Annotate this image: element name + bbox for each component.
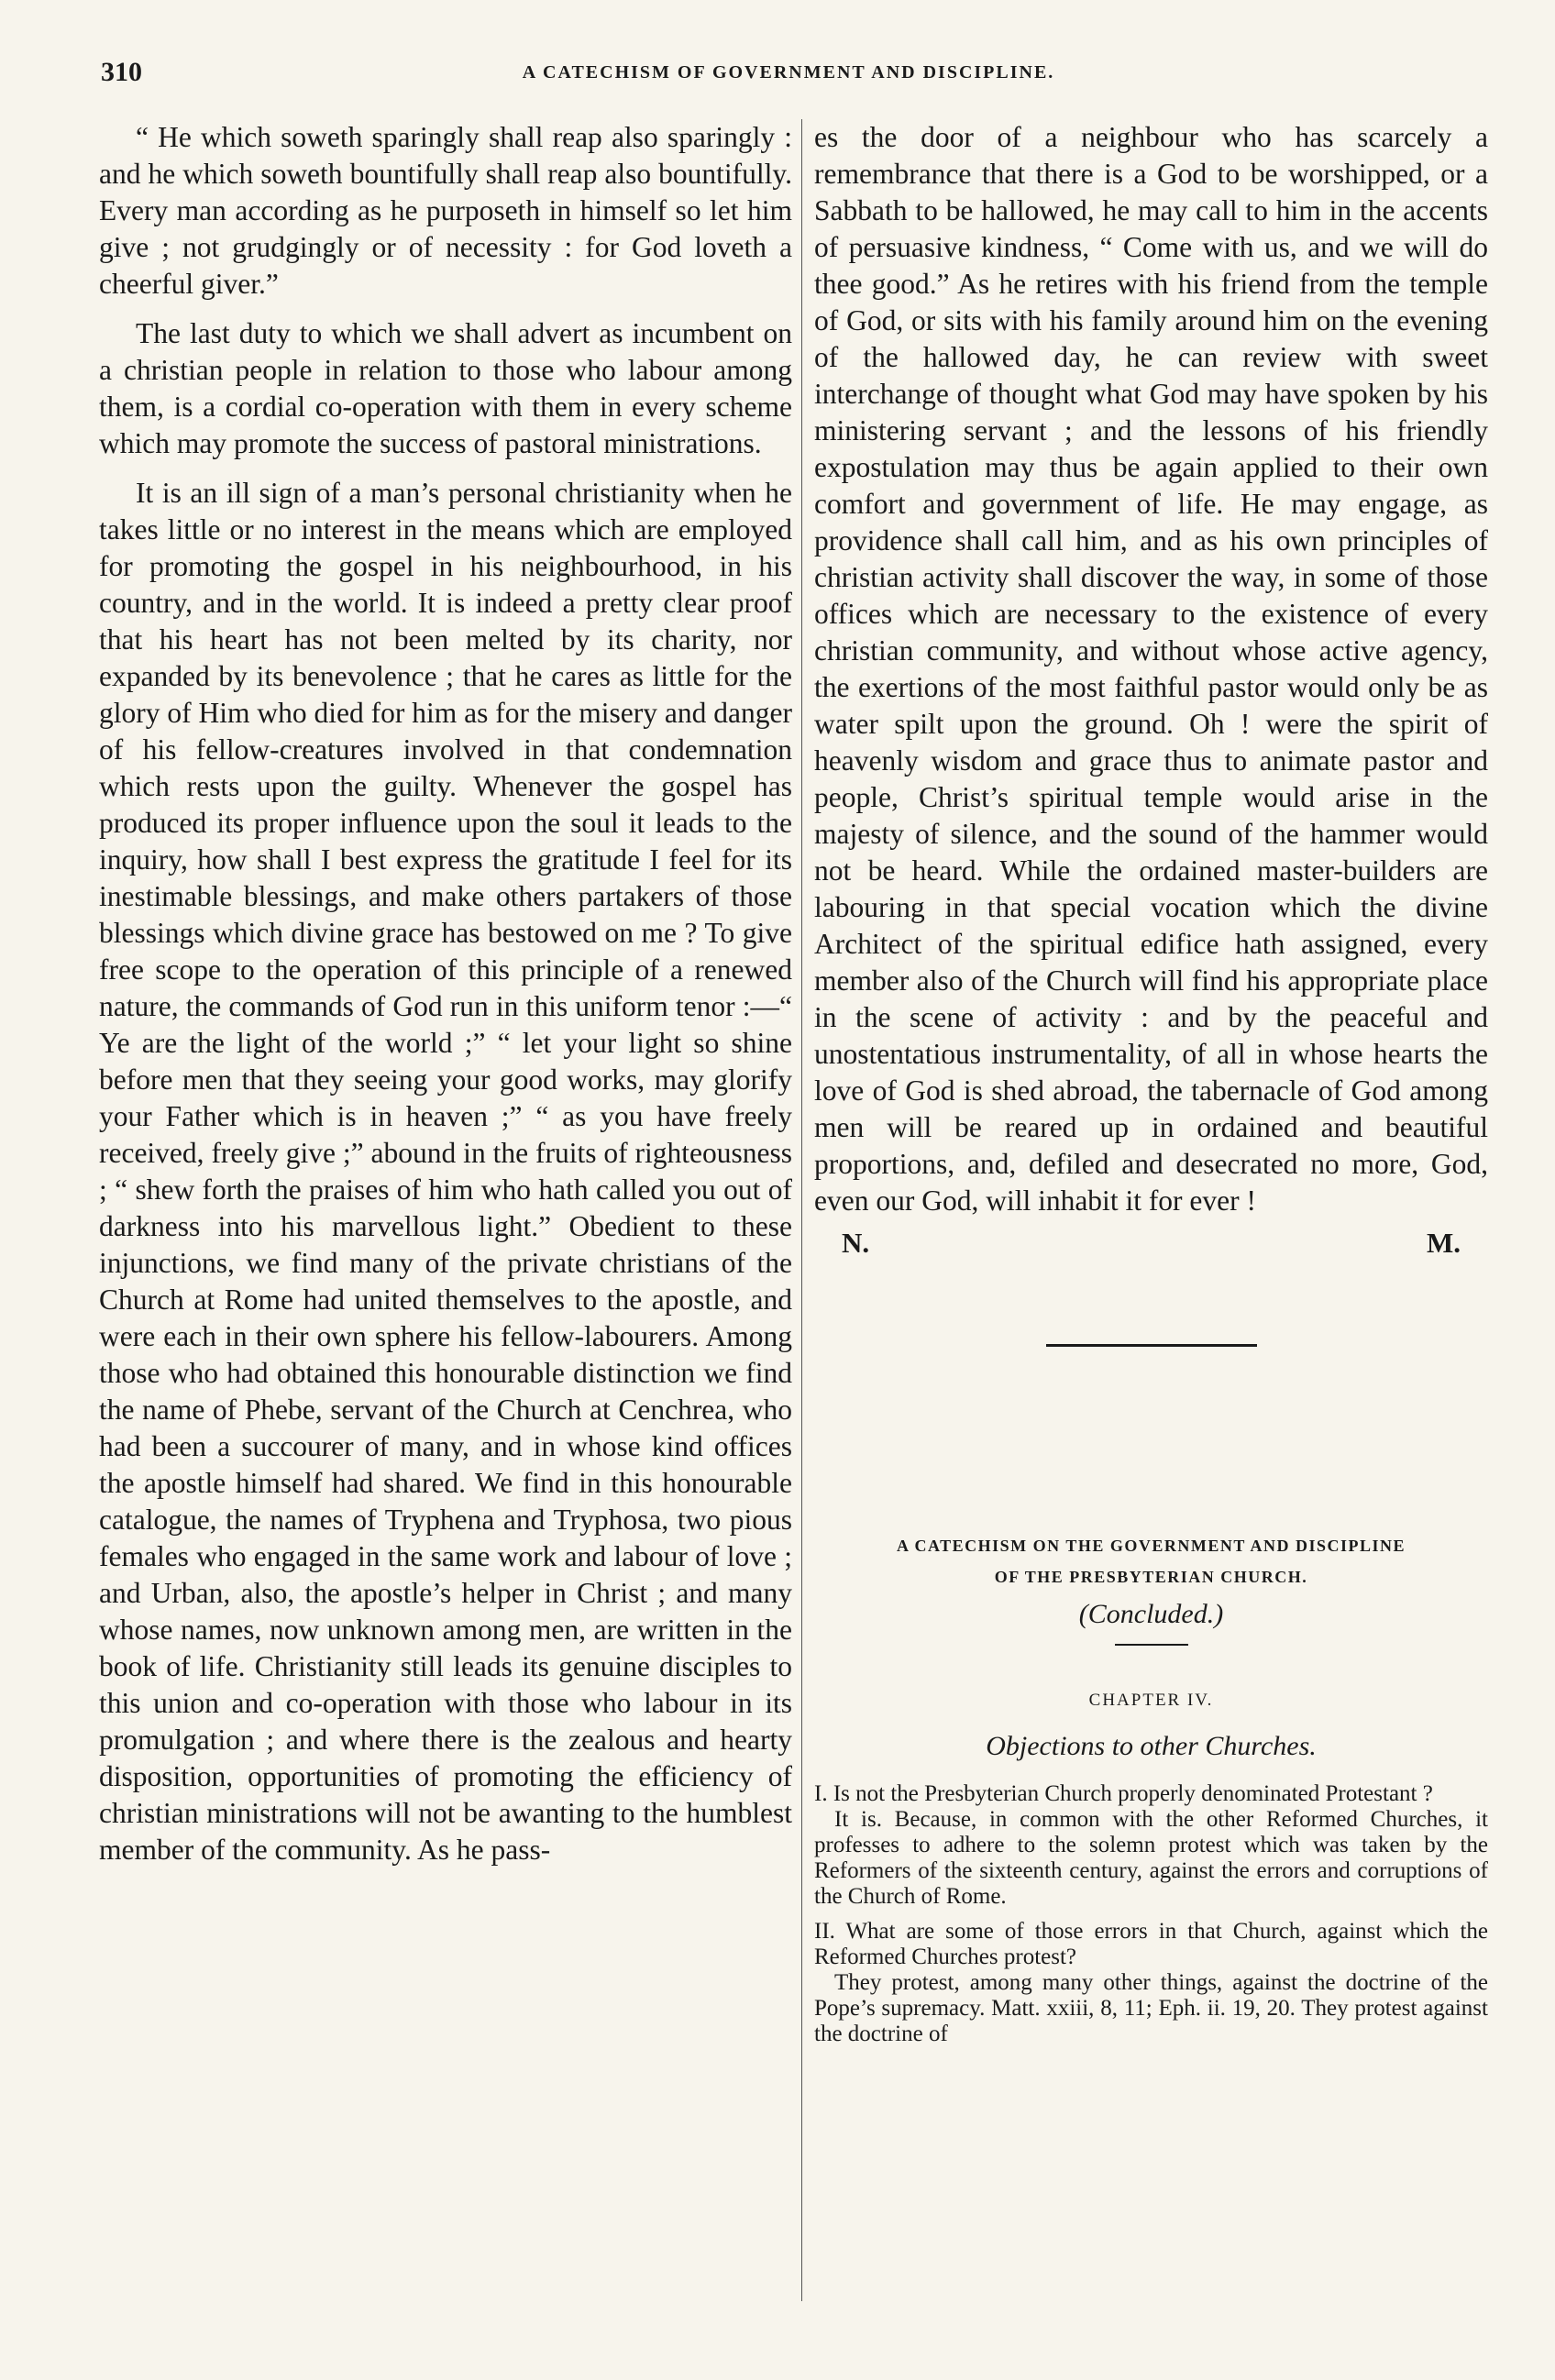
article-title bbox=[814, 1530, 1488, 1592]
column-divider bbox=[801, 119, 802, 2301]
page-number: 310 bbox=[101, 57, 142, 87]
short-rule bbox=[1115, 1644, 1188, 1646]
left-paragraph-3: It is an ill sign of a man’s personal christianity when he takes little or no interest in the means which are employed for promoting the gospel in his neighbourhood, in his country, and in the world. It is indeed a pretty clear proof that his heart has not been melted by its charity, nor expanded by its benevolence ; that he cares as little for the glory of Him who died for him as for the misery and danger of his fellow-creatures involved in that condemnation which rests upon the guilty. Whenever the gospel has produced its proper influence upon the soul it leads to the inquiry, how shall I best express the gratitude I feel for its inestimable blessings, and make others partakers of those blessings which divine grace has bestowed on me ? To give free scope to the operation of this principle of a renewed nature, the commands of God run in this uniform tenor :—“ Ye are the light of the world ;” “ let your light so shine before men that they seeing your good works, may glorify your Father which is in heaven ;” “ as you have freely received, freely give ;” abound in the fruits of righteousness ; “ shew forth the praises of him who hath called you out of darkness into his marvellous light.” Obedient to these injunctions, we find many of the private christians of the Church at Rome had united themselves to the apostle, and were each in their own sphere his fellow-labourers. Among those who had obtained this honourable distinction we find the name of Phebe, servant of the Church at Cenchrea, who had been a succourer of many, and in whose kind offices the apostle himself had shared. We find in this honourable catalogue, the names of Tryphena and Tryphosa, two pious females who engaged in the same work and labour of love ; and Urban, also, the apostle’s helper in Christ ; and many whose names, now unknown among men, are written in the book of life. Christianity still leads its genuine disciples to this union and co-operation with those who labour in its promulgation ; and where there is the zealous and hearty disposition, opportunities of promoting the efficiency of christian ministrations will not be awanting to the humblest member of the community. As he pass- bbox=[99, 477, 792, 1866]
article-title-line-2: OF THE PRESBYTERIAN CHURCH. bbox=[994, 1568, 1308, 1586]
answer-2: They protest, among many other things, against the doctrine of the Pope’s supremacy. Matt. xxiii, 8, 11; Eph. ii. 19, 20. They protest against the doctrine of bbox=[814, 1970, 1488, 2046]
signature-left: N. bbox=[842, 1227, 870, 1259]
chapter-heading: CHAPTER IV. bbox=[1088, 1691, 1214, 1710]
signature-right: M. bbox=[1426, 1227, 1461, 1259]
signature bbox=[814, 1225, 1488, 1262]
left-paragraph-1: “ He which soweth sparingly shall reap also sparingly : and he which soweth bountifully shall reap also bountifully. Every man according as he purposeth in himself so let him give ; not grudgingly or of necessity : for God loveth a cheerful giver.” bbox=[99, 121, 792, 300]
question-2: II. What are some of those errors in that Church, against which the Reformed Churches protest? bbox=[814, 1919, 1488, 1969]
right-paragraph-1: es the door of a neighbour who has scarcely a remembrance that there is a God to be worshipped, or a Sabbath to be hallowed, he may call to him in the accents of persuasive kindness, “ Come with us, and we will do thee good.” As he retires with his friend from the temple of God, or sits with his family around him on the evening of the hallowed day, he can review with sweet interchange of thought what God may have spoken by his ministering servant ; and the lessons of his friendly expostulation may thus be again applied to their own comfort and government of life. He may engage, as providence shall call him, and as his own principles of christian activity shall discover the way, in some of those offices which are necessary to the existence of every christian community, and without whose active agency, the exertions of the most faithful pastor would only be as water spilt upon the ground. Oh ! were the spirit of heavenly wisdom and grace thus to animate pastor and people, Christ’s spiritual temple would arise in the majesty of silence, and the sound of the hammer would not be heard. While the ordained master-builders are labouring in that special vocation which the divine Architect of the spiritual edifice hath assigned, every member also of the Church will find his appropriate place in the scene of activity : and by the peaceful and unostentatious instrumentality, of all in whose hearts the love of God is shed abroad, the tabernacle of God among men will be reared up in ordained and beautiful proportions, and, defiled and desecrated no more, God, even our God, will inhabit it for ever ! bbox=[814, 121, 1488, 1217]
page-header bbox=[101, 57, 1476, 94]
question-1: I. Is not the Presbyterian Church properly denominated Protestant ? bbox=[814, 1781, 1433, 1806]
article-title-line-1: A CATECHISM ON THE GOVERNMENT AND DISCIPLINE bbox=[896, 1537, 1406, 1555]
chapter-title: Objections to other Churches. bbox=[986, 1731, 1317, 1761]
answer-1: It is. Because, in common with the other Reformed Churches, it professes to adhere to the solemn protest which was taken by the Reformers of the sixteenth century, against the errors and corruptions of the Church of Rome. bbox=[814, 1807, 1488, 1909]
running-title: A CATECHISM OF GOVERNMENT AND DISCIPLINE. bbox=[522, 62, 1055, 83]
section-separator bbox=[1046, 1344, 1257, 1347]
right-column bbox=[814, 119, 1488, 2047]
left-column bbox=[99, 119, 792, 1868]
catechism-questions bbox=[814, 1781, 1488, 2047]
article-subtitle: (Concluded.) bbox=[1078, 1599, 1224, 1629]
left-paragraph-2: The last duty to which we shall advert as incumbent on a christian people in relation to those who labour among them, is a cordial co-operation with them in every scheme which may promote the success of pastoral ministrations. bbox=[99, 317, 792, 459]
